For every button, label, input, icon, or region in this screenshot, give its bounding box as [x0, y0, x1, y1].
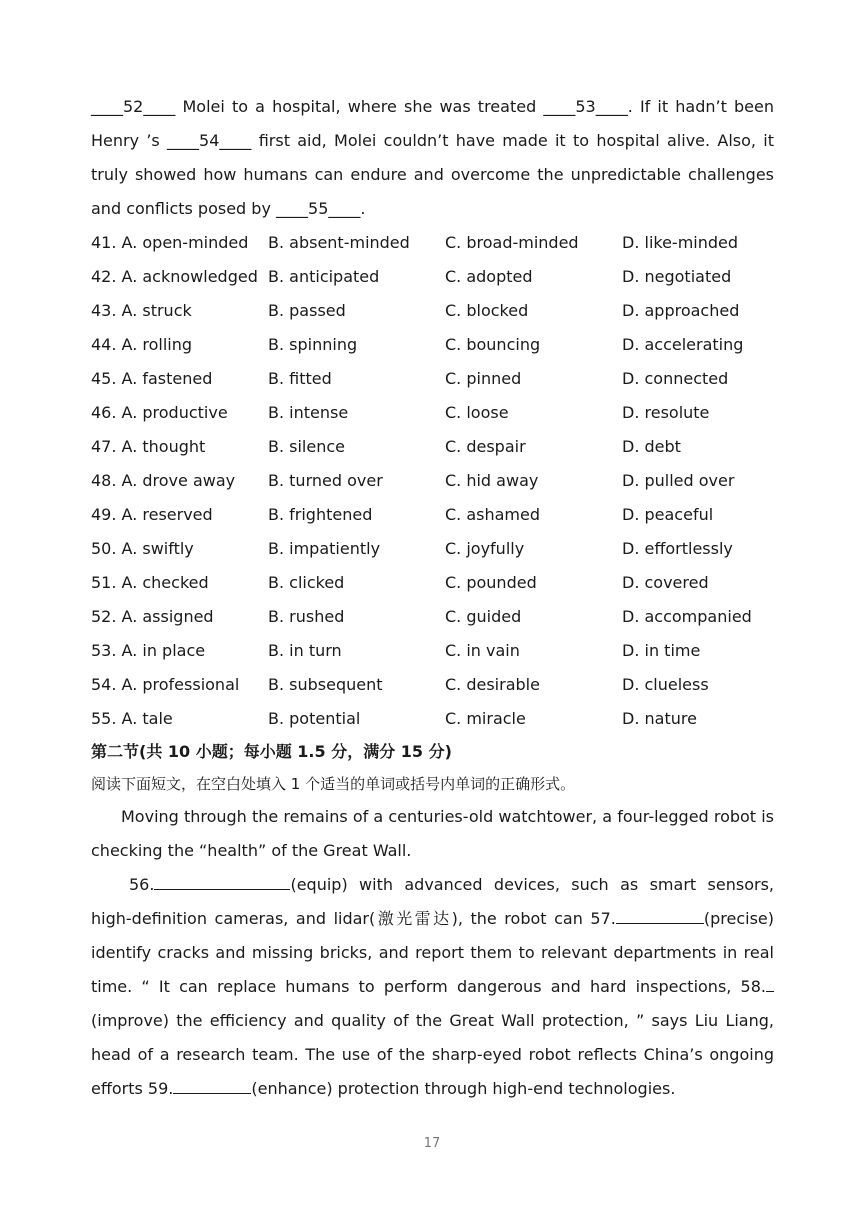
option-d: D. connected — [622, 369, 729, 388]
option-b: B. frightened — [268, 505, 373, 524]
option-c: C. guided — [445, 607, 522, 626]
answer-blank-58[interactable] — [766, 975, 774, 992]
option-d: D. effortlessly — [622, 539, 733, 558]
option-b: B. absent-minded — [268, 233, 410, 252]
option-d: D. debt — [622, 437, 681, 456]
option-d: D. like-minded — [622, 233, 739, 252]
option-row — [91, 396, 774, 430]
document-page — [91, 90, 774, 1106]
option-d: D. accelerating — [622, 335, 744, 354]
option-a: 45. A. fastened — [91, 369, 213, 388]
option-b: B. impatiently — [268, 539, 381, 558]
option-b: B. clicked — [268, 573, 345, 592]
option-d: D. pulled over — [622, 471, 735, 490]
option-c: C. adopted — [445, 267, 533, 286]
option-c: C. bouncing — [445, 335, 541, 354]
option-a: 51. A. checked — [91, 573, 209, 592]
option-a: 52. A. assigned — [91, 607, 214, 626]
option-c: C. ashamed — [445, 505, 541, 524]
option-a: 50. A. swiftly — [91, 539, 194, 558]
answer-blank-59[interactable] — [173, 1077, 251, 1094]
option-a: 43. A. struck — [91, 301, 192, 320]
option-row — [91, 362, 774, 396]
option-c: C. pounded — [445, 573, 537, 592]
option-b: B. spinning — [268, 335, 358, 354]
option-row — [91, 260, 774, 294]
option-a: 49. A. reserved — [91, 505, 213, 524]
passage-text-2d: (improve) the efficiency and quality of the Great Wall protection, ” says Liu Liang, head of a research team. The use of the sharp-eyed robot reflects China’s ongoing efforts 59. — [91, 1011, 774, 1098]
option-a: 47. A. thought — [91, 437, 206, 456]
option-c: C. hid away — [445, 471, 539, 490]
section-heading: 第二节(共 10 小题；每小题 1.5 分，满分 15 分) — [91, 742, 452, 761]
passage-paragraph-1: Moving through the remains of a centuries-old watchtower, a four-legged robot is checking the “health” of the Great Wall. — [91, 807, 774, 860]
option-row — [91, 328, 774, 362]
option-c: C. pinned — [445, 369, 522, 388]
passage-paragraph-top: ____52____ Molei to a hospital, where she was treated ____53____. If it hadn’t been Henry ’s ____54____ first aid, Molei couldn’t have made it to hospital alive. Also, it truly showed how humans can endure and overcome the unpredictable challenges and conflicts posed by ____55____. — [91, 97, 774, 218]
answer-blank-57[interactable] — [616, 907, 704, 924]
option-row — [91, 702, 774, 736]
option-b: B. silence — [268, 437, 345, 456]
option-row — [91, 600, 774, 634]
option-d: D. nature — [622, 709, 697, 728]
option-row — [91, 226, 774, 260]
option-row — [91, 294, 774, 328]
option-c: C. miracle — [445, 709, 526, 728]
section-instruction: 阅读下面短文，在空白处填入 1 个适当的单词或括号内单词的正确形式。 — [91, 775, 576, 793]
option-d: D. resolute — [622, 403, 710, 422]
options-list — [91, 226, 774, 736]
option-b: B. fitted — [268, 369, 332, 388]
option-d: D. covered — [622, 573, 709, 592]
option-d: D. clueless — [622, 675, 709, 694]
option-d: D. peaceful — [622, 505, 714, 524]
option-c: C. joyfully — [445, 539, 525, 558]
option-c: C. broad-minded — [445, 233, 579, 252]
question-56-label: 56. — [129, 875, 155, 894]
option-a: 42. A. acknowledged — [91, 267, 258, 286]
option-b: B. anticipated — [268, 267, 380, 286]
passage-paragraph-2 — [91, 868, 774, 1106]
option-b: B. rushed — [268, 607, 345, 626]
option-c: C. despair — [445, 437, 526, 456]
option-a: 44. A. rolling — [91, 335, 193, 354]
option-d: D. in time — [622, 641, 701, 660]
option-c: C. desirable — [445, 675, 540, 694]
option-row — [91, 532, 774, 566]
passage-text-2b: (equip) with advanced devices, such as smart sensors, high-definition cameras, and lidar(激光雷达), the robot can 57. — [91, 875, 774, 928]
option-row — [91, 668, 774, 702]
page-number: 17 — [423, 1136, 441, 1151]
option-c: C. loose — [445, 403, 509, 422]
option-b: B. turned over — [268, 471, 383, 490]
option-b: B. in turn — [268, 641, 342, 660]
option-b: B. passed — [268, 301, 346, 320]
option-row — [91, 430, 774, 464]
option-c: C. in vain — [445, 641, 520, 660]
option-row — [91, 634, 774, 668]
option-d: D. approached — [622, 301, 740, 320]
option-row — [91, 566, 774, 600]
option-a: 54. A. professional — [91, 675, 240, 694]
option-a: 53. A. in place — [91, 641, 206, 660]
option-a: 55. A. tale — [91, 709, 173, 728]
option-a: 46. A. productive — [91, 403, 228, 422]
option-b: B. subsequent — [268, 675, 383, 694]
passage-text-2e: (enhance) protection through high-end technologies. — [251, 1079, 676, 1098]
option-b: B. potential — [268, 709, 361, 728]
option-a: 48. A. drove away — [91, 471, 236, 490]
option-d: D. negotiated — [622, 267, 732, 286]
answer-blank-56[interactable] — [154, 873, 290, 890]
passage-text-2c: (precise) identify cracks and missing bricks, and report them to relevant departments in real time. “ It can replace humans to perform dangerous and hard inspections, 58. — [91, 909, 774, 996]
option-row — [91, 464, 774, 498]
option-c: C. blocked — [445, 301, 529, 320]
option-d: D. accompanied — [622, 607, 752, 626]
option-row — [91, 498, 774, 532]
option-a: 41. A. open-minded — [91, 233, 249, 252]
option-b: B. intense — [268, 403, 349, 422]
